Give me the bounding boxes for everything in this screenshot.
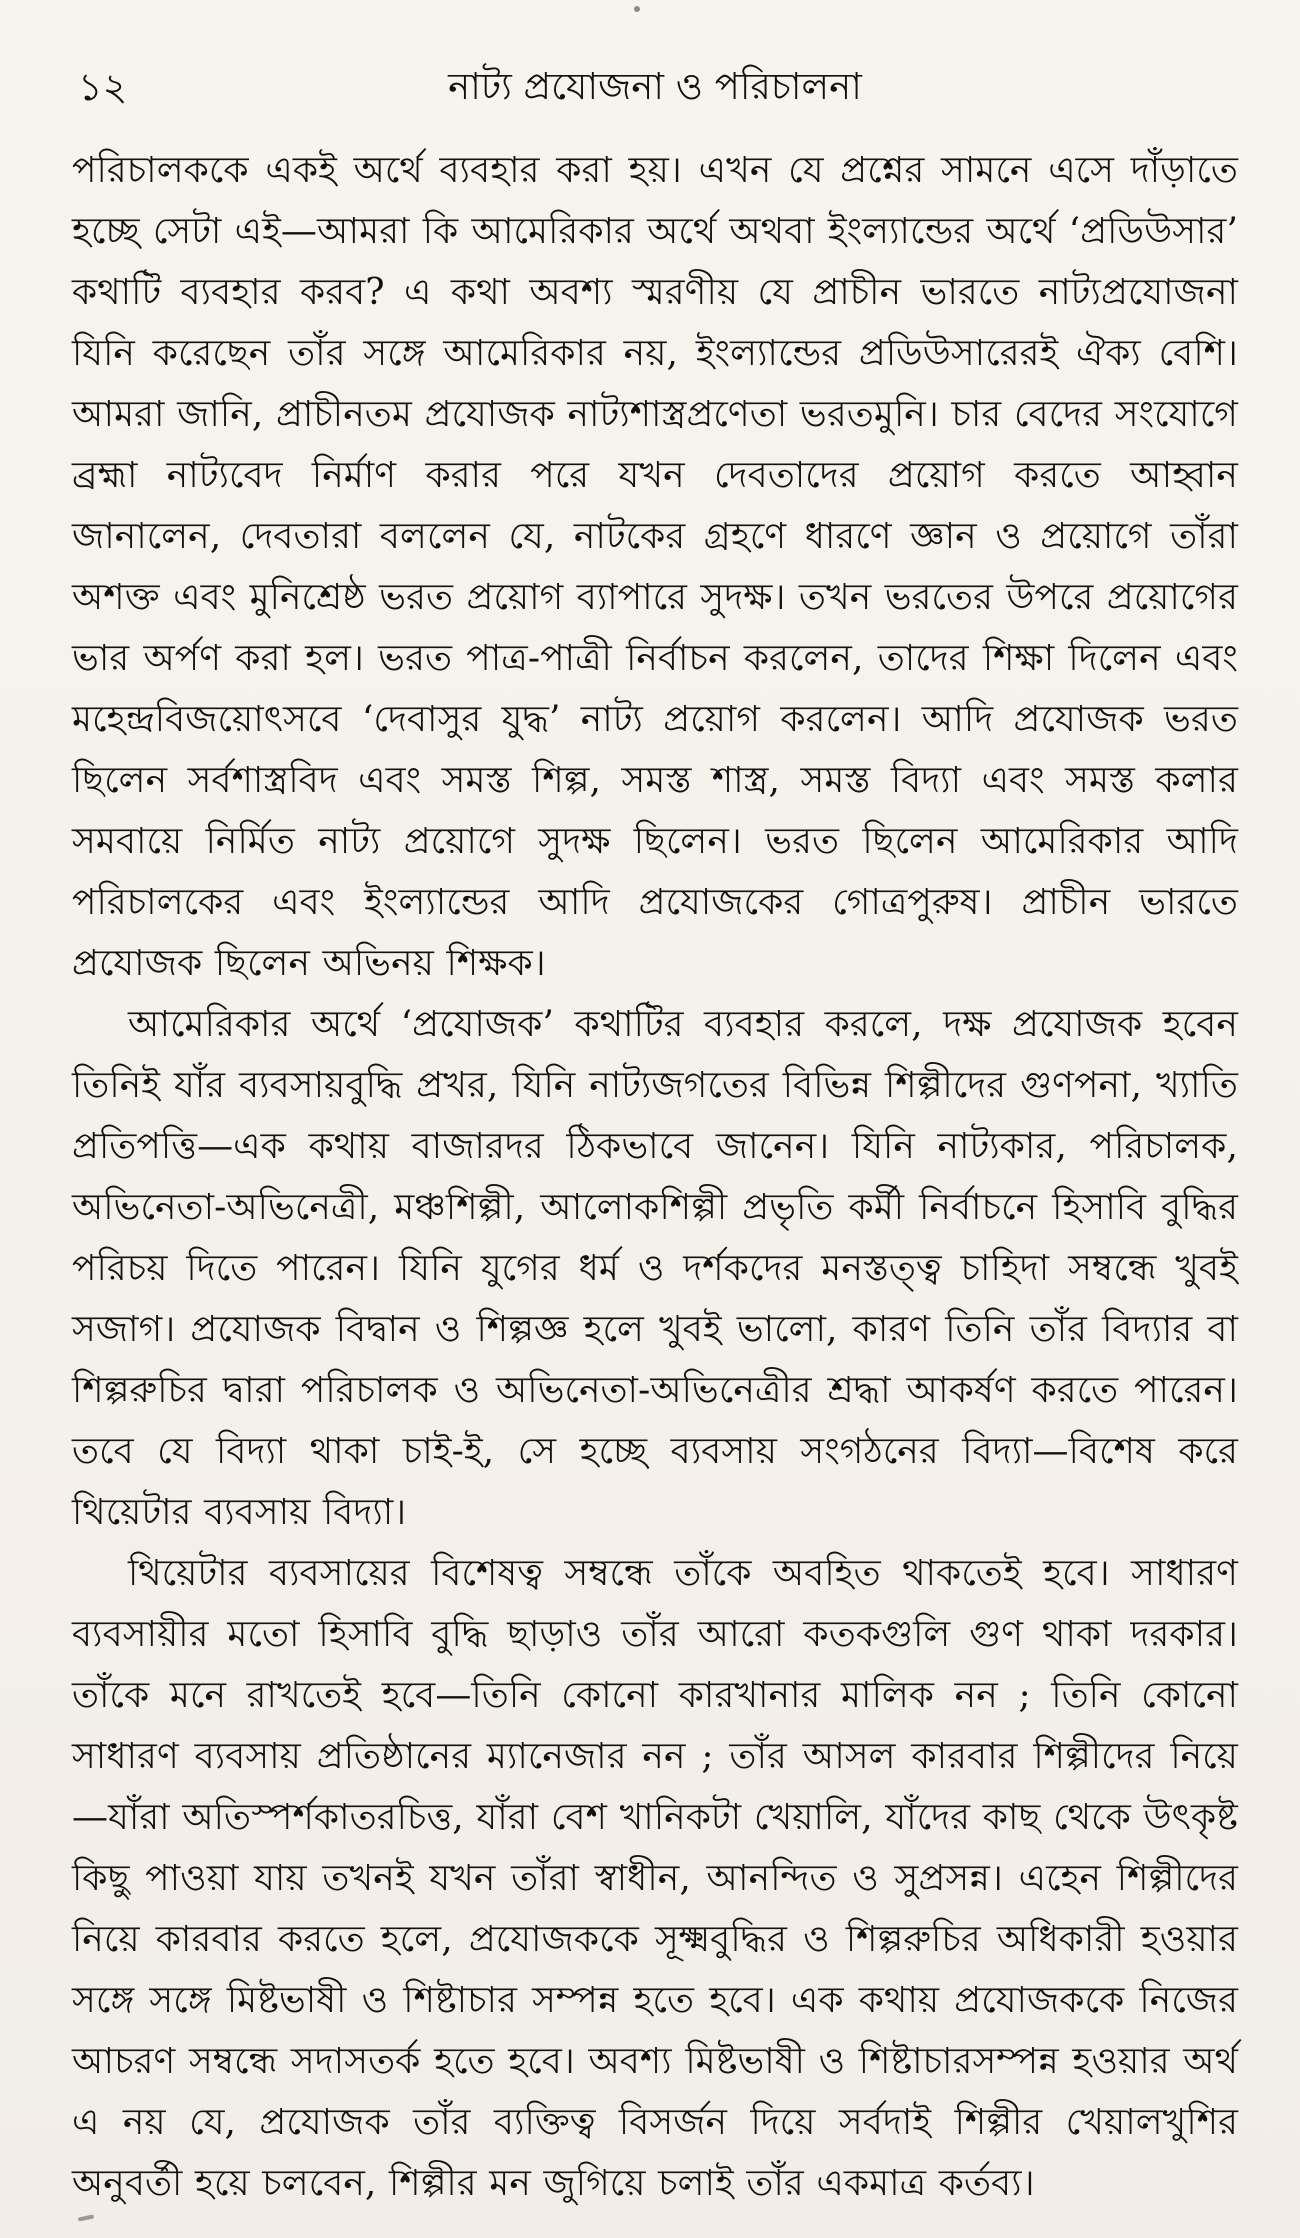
paragraph-2: আমেরিকার অর্থে ‘প্রযোজক’ কথাটির ব্যবহার করলে, দক্ষ প্রযোজক হবেন তিনিই যাঁর ব্যবসায়বুদ্ধি প্রখর, যিনি নাট্যজগতের বিভিন্ন শিল্পীদের গুণপনা, খ্যাতি প্রতিপত্তি—এক কথায় বাজারদর ঠিকভাবে জানেন। যিনি নাট্যকার, পরিচালক, অভিনেতা-অভিনেত্রী, মঞ্চশিল্পী, আলোকশিল্পী প্রভৃতি কর্মী নির্বাচনে হিসাবি বুদ্ধির পরিচয় দিতে পারেন। যিনি যুগের ধর্ম ও দর্শকদের মনস্তত্ত্ব চাহিদা সম্বন্ধে খুবই সজাগ। প্রযোজক বিদ্বান ও শিল্পজ্ঞ হলে খুবই ভালো, কারণ তিনি তাঁর বিদ্যার বা শিল্পরুচির দ্বারা পরিচালক ও অভিনেতা-অভিনেত্রীর শ্রদ্ধা আকর্ষণ করতে পারেন। তবে যে বিদ্যা থাকা চাই-ই, সে হচ্ছে ব্যবসায় সংগঠনের বিদ্যা—বিশেষ করে থিয়েটার ব্যবসায় বিদ্যা। xyxy=(72,1004,1238,1533)
running-title: নাট্য প্রযোজনা ও পরিচালনা xyxy=(448,65,862,108)
paragraph-1: পরিচালককে একই অর্থে ব্যবহার করা হয়। এখন যে প্রশ্নের সামনে এসে দাঁড়াতে হচ্ছে সেটা এই—আমরা কি আমেরিকার অর্থে অথবা ইংল্যান্ডের অর্থে ‘প্রডিউসার’ কথাটি ব্যবহার করব? এ কথা অবশ্য স্মরণীয় যে প্রাচীন ভারতে নাট্যপ্রযোজনা যিনি করেছেন তাঁর সঙ্গে আমেরিকার নয়, ইংল্যান্ডের প্রডিউসারেরই ঐক্য বেশি। আমরা জানি, প্রাচীনতম প্রযোজক নাট্যশাস্ত্রপ্রণেতা ভরতমুনি। চার বেদের সংযোগে ব্রহ্মা নাট্যবেদ নির্মাণ করার পরে যখন দেবতাদের প্রয়োগ করতে আহ্বান জানালেন, দেবতারা বললেন যে, নাটকের গ্রহণে ধারণে জ্ঞান ও প্রয়োগে তাঁরা অশক্ত এবং মুনিশ্রেষ্ঠ ভরত প্রয়োগ ব্যাপারে সুদক্ষ। তখন ভরতের উপরে প্রয়োগের ভার অর্পণ করা হল। ভরত পাত্র-পাত্রী নির্বাচন করলেন, তাদের শিক্ষা দিলেন এবং মহেন্দ্রবিজয়োৎসবে ‘দেবাসুর যুদ্ধ’ নাট্য প্রয়োগ করলেন। আদি প্রযোজক ভরত ছিলেন সর্বশাস্ত্রবিদ এবং সমস্ত শিল্প, সমস্ত শাস্ত্র, সমস্ত বিদ্যা এবং সমস্ত কলার সমবায়ে নির্মিত নাট্য প্রয়োগে সুদক্ষ ছিলেন। ভরত ছিলেন আমেরিকার আদি পরিচালকের এবং ইংল্যান্ডের আদি প্রযোজকের গোত্রপুরুষ। প্রাচীন ভারতে প্রযোজক ছিলেন অভিনয় শিক্ষক। xyxy=(72,150,1238,984)
page-number: ১২ xyxy=(78,65,128,109)
ink-mark xyxy=(78,2214,94,2221)
ink-speck xyxy=(634,6,640,12)
paragraph-3: থিয়েটার ব্যবসায়ের বিশেষত্ব সম্বন্ধে তাঁকে অবহিত থাকতেই হবে। সাধারণ ব্যবসায়ীর মতো হিসাবি বুদ্ধি ছাড়াও তাঁর আরো কতকগুলি গুণ থাকা দরকার। তাঁকে মনে রাখতেই হবে—তিনি কোনো কারখানার মালিক নন ; তিনি কোনো সাধারণ ব্যবসায় প্রতিষ্ঠানের ম্যানেজার নন ; তাঁর আসল কারবার শিল্পীদের নিয়ে—যাঁরা অতিস্পর্শকাতরচিত্ত, যাঁরা বেশ খানিকটা খেয়ালি, যাঁদের কাছ থেকে উৎকৃষ্ট কিছু পাওয়া যায় তখনই যখন তাঁরা স্বাধীন, আনন্দিত ও সুপ্রসন্ন। এহেন শিল্পীদের নিয়ে কারবার করতে হলে, প্রযোজককে সূক্ষ্মবুদ্ধির ও শিল্পরুচির অধিকারী হওয়ার সঙ্গে সঙ্গে মিষ্টভাষী ও শিষ্টাচার সম্পন্ন হতে হবে। এক কথায় প্রযোজককে নিজের আচরণ সম্বন্ধে সদাসতর্ক হতে হবে। অবশ্য মিষ্টভাষী ও শিষ্টাচারসম্পন্ন হওয়ার অর্থ এ নয় যে, প্রযোজক তাঁর ব্যক্তিত্ব বিসর্জন দিয়ে সর্বদাই শিল্পীর খেয়ালখুশির অনুবর্তী হয়ে চলবেন, শিল্পীর মন জুগিয়ে চলাই তাঁর একমাত্র কর্তব্য। xyxy=(72,1553,1238,2204)
page-header xyxy=(72,60,1238,132)
body-text xyxy=(72,140,1238,2214)
